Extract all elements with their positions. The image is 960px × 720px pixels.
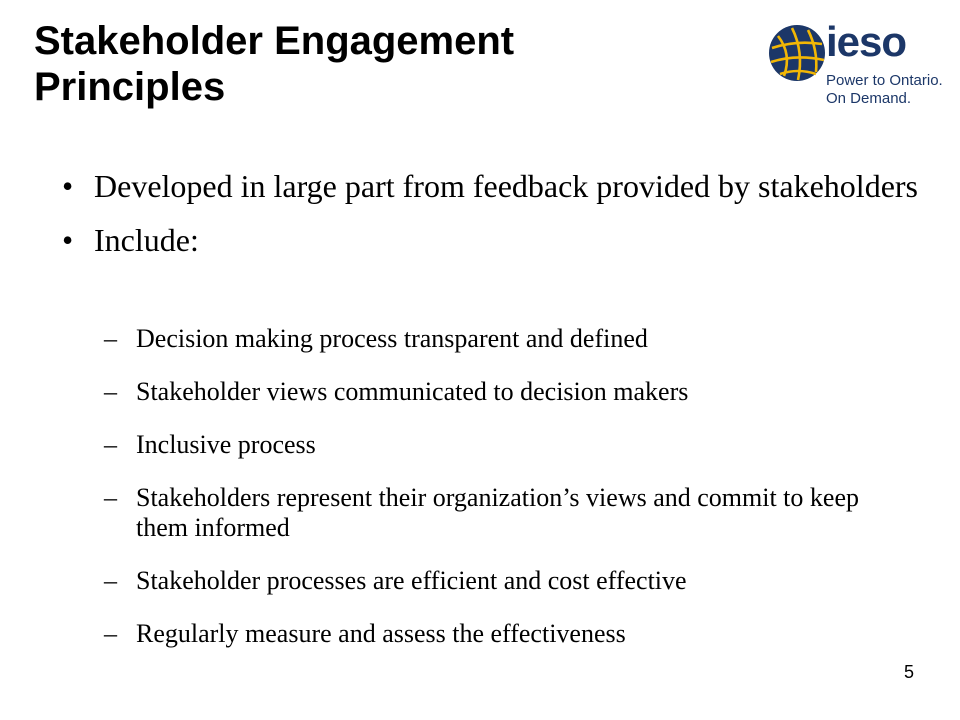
slide-title-line-2: Principles: [34, 65, 226, 109]
sub-bullet-dash: –: [104, 483, 117, 512]
sub-bullet-item: [104, 566, 904, 596]
ieso-logo: [768, 18, 948, 112]
bullet-item: [62, 222, 922, 259]
sub-bullet-item: [104, 430, 904, 460]
sub-bullet-dash: –: [104, 430, 117, 459]
logo-tagline-line-2: On Demand.: [826, 90, 912, 107]
sub-bullet-dash: –: [104, 377, 117, 406]
sub-bullet-item: [104, 324, 904, 354]
sub-bullet-text: Inclusive process: [136, 430, 316, 459]
sub-bullet-list: [104, 324, 904, 672]
sub-bullet-dash: –: [104, 619, 117, 648]
sub-bullet-text: Regularly measure and assess the effectiveness: [136, 619, 626, 648]
globe-icon: [768, 24, 826, 82]
sub-bullet-text: Stakeholders represent their organization’s views and commit to keep them informed: [136, 483, 859, 542]
bullet-dot: •: [62, 222, 74, 258]
sub-bullet-item: [104, 619, 904, 649]
sub-bullet-dash: –: [104, 324, 117, 353]
bullet-text: Developed in large part from feedback provided by stakeholders: [94, 168, 918, 204]
logo-tagline-line-1: Power to Ontario.: [826, 72, 943, 89]
bullet-list: [62, 168, 922, 276]
sub-bullet-text: Stakeholder views communicated to decision makers: [136, 377, 689, 406]
slide-title-line-1: Stakeholder Engagement: [34, 19, 515, 63]
sub-bullet-text: Stakeholder processes are efficient and cost effective: [136, 566, 687, 595]
sub-bullet-text: Decision making process transparent and defined: [136, 324, 648, 353]
logo-wordmark: ieso: [826, 18, 907, 65]
page-number: 5: [903, 662, 914, 682]
sub-bullet-item: [104, 483, 904, 543]
bullet-dot: •: [62, 168, 74, 204]
sub-bullet-item: [104, 377, 904, 407]
bullet-text: Include:: [94, 222, 199, 258]
slide-title: [34, 18, 654, 110]
sub-bullet-dash: –: [104, 566, 117, 595]
bullet-item: [62, 168, 922, 205]
logo-tagline: [826, 72, 943, 108]
